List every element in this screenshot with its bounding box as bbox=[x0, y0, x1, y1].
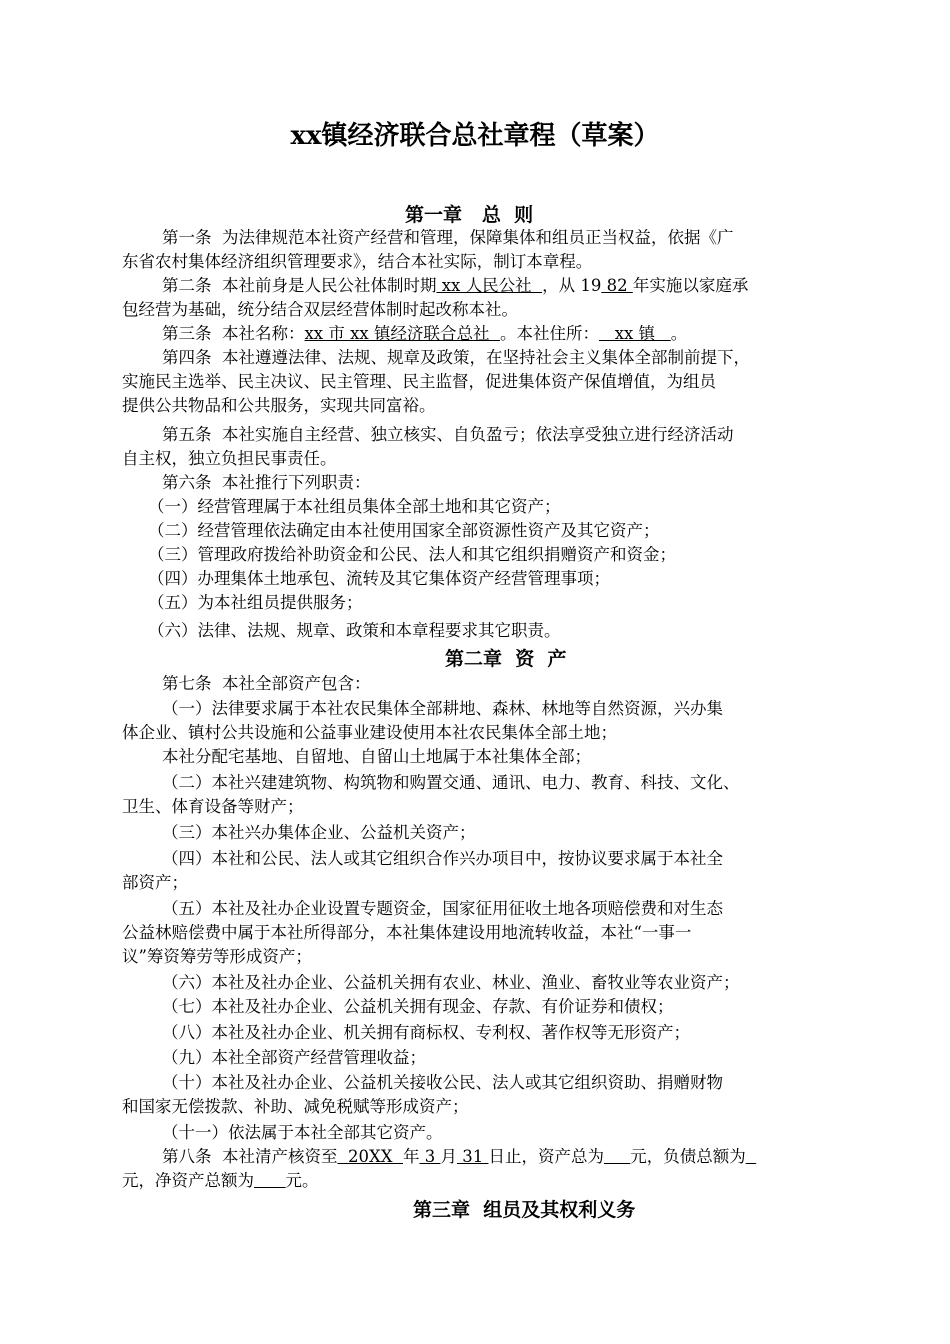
net-assets-blank bbox=[254, 1171, 285, 1190]
article-4-line-3: 提供公共物品和公共服务，实现共同富裕。 bbox=[122, 396, 436, 415]
article-6-item-2: （二）经营管理依法确定由本社使用国家全部资源性资产及其它资产； bbox=[148, 521, 660, 540]
article-7-item-10-line-1: （十）本社及社办企业、公益机关接收公民、法人或其它组织资助、捐赠财物 bbox=[162, 1073, 723, 1092]
article-7-line-1: 第七条 本社全部资产包含： bbox=[162, 674, 371, 693]
article-7-item-6: （六）本社及社办企业、公益机关拥有农业、林业、渔业、畜牧业等农业资产； bbox=[162, 973, 740, 992]
article-1-line-2: 东省农村集体经济组织管理要求》，结合本社实际，制订本章程。 bbox=[122, 252, 593, 271]
article-7-item-4-line-2: 部资产； bbox=[122, 873, 188, 892]
article-8-line-2: 元，净资产总额为 元。 bbox=[122, 1171, 319, 1190]
year-suffix: 82 bbox=[601, 276, 633, 295]
total-liabilities-blank bbox=[746, 1147, 757, 1166]
article-7-item-5-line-2: 公益林赔偿费中属于本社所得部分，本社集体建设用地流转收益，本社“一事一 bbox=[122, 923, 692, 942]
article-8-line-1: 第八条 本社清产核资至 20XX 年 3 月 31 日止，资产总为 元，负债总额为 bbox=[162, 1145, 756, 1169]
article-7-item-8: （八）本社及社办企业、机关拥有商标权、专利权、著作权等无形资产； bbox=[162, 1023, 690, 1042]
article-7-item-9: （九）本社全部资产经营管理收益； bbox=[162, 1048, 426, 1067]
article-7-item-11: （十一）依法属于本社全部其它资产。 bbox=[162, 1123, 443, 1142]
article-7-item-5-line-1: （五）本社及社办企业设置专题资金，国家征用征收土地各项赔偿费和对生态 bbox=[162, 899, 723, 918]
article-4-line-1: 第四条 本社遵遵法律、法规、规章及政策，在坚持社会主义集体全部制前提下， bbox=[162, 348, 750, 367]
article-1-line-1: 第一条 为法律规范本社资产经营和管理，保障集体和组员正当权益，依据《广 bbox=[162, 228, 734, 247]
audit-year: 20XX bbox=[337, 1147, 403, 1166]
article-2-line-1: 第二条 本社前身是人民公社体制时期 xx 人民公社 ，从 19 82 年实施以家庭承 bbox=[162, 276, 749, 295]
audit-month: 3 bbox=[419, 1147, 441, 1166]
total-assets-blank bbox=[604, 1147, 630, 1166]
article-6-line-1: 第六条 本社推行下列职责： bbox=[162, 473, 371, 492]
article-5-line-1: 第五条 本社实施自主经营、独立核实、自负盈亏；依法享受独立进行经济活动 bbox=[162, 425, 734, 444]
article-7-item-1-line-3: 本社分配宅基地、自留地、自留山土地属于本社集体全部； bbox=[162, 747, 591, 766]
article-7-item-1-line-1: （一）法律要求属于本社农民集体全部耕地、森林、林地等自然资源，兴办集 bbox=[162, 699, 723, 718]
article-6-item-4: （四）办理集体土地承包、流转及其它集体资产经营管理事项； bbox=[148, 569, 610, 588]
former-commune-name: xx 人民公社 bbox=[436, 276, 543, 295]
article-7-item-7: （七）本社及社办企业、公益机关拥有现金、存款、有价证券和债权； bbox=[162, 997, 674, 1016]
article-7-item-2-line-1: （二）本社兴建建筑物、构筑物和购置交通、通讯、电力、教育、科技、文化、 bbox=[162, 773, 740, 792]
article-6-item-5: （五）为本社组员提供服务； bbox=[148, 593, 363, 612]
article-7-item-10-line-2: 和国家无偿拨款、补助、减免税赋等形成资产； bbox=[122, 1097, 469, 1116]
chapter-1-heading: 第一章 总 则 bbox=[405, 204, 534, 226]
organization-name: xx 市 xx 镇经济联合总社 bbox=[304, 324, 500, 343]
article-7-item-5-line-3: 议”筹资筹劳等形成资产； bbox=[122, 947, 312, 966]
article-3-line-1: 第三条 本社名称：xx 市 xx 镇经济联合总社 。本社住所： xx 镇 。 bbox=[162, 324, 688, 343]
article-6-item-3: （三）管理政府拨给补助资金和公民、法人和其它组织捐赠资产和资金； bbox=[148, 545, 676, 564]
article-5-line-2: 自主权，独立负担民事责任。 bbox=[122, 449, 337, 468]
article-7-item-2-line-2: 卫生、体育设备等财产； bbox=[122, 797, 304, 816]
article-6-item-1: （一）经营管理属于本社组员集体全部土地和其它资产； bbox=[148, 497, 561, 516]
chapter-3-heading: 第三章 组员及其权利义务 bbox=[413, 1199, 636, 1221]
chapter-2-heading: 第二章 资 产 bbox=[445, 648, 567, 670]
organization-address: xx 镇 bbox=[598, 324, 671, 343]
article-7-item-4-line-1: （四）本社和公民、法人或其它组织合作兴办项目中，按协议要求属于本社全 bbox=[162, 849, 723, 868]
article-7-item-3: （三）本社兴办集体企业、公益机关资产； bbox=[162, 823, 476, 842]
article-2-line-2: 包经营为基础，统分结合双层经营体制时起改称本社。 bbox=[122, 300, 518, 319]
audit-day: 31 bbox=[456, 1147, 489, 1166]
document-title: xx镇经济联合总社章程（草案） bbox=[290, 121, 660, 151]
article-7-item-1-line-2: 体企业、镇村公共设施和公益事业建设使用本社农民集体全部土地； bbox=[122, 723, 617, 742]
article-4-line-2: 实施民主选举、民主决议、民主管理、民主监督，促进集体资产保值增值，为组员 bbox=[122, 372, 716, 391]
article-6-item-6: （六）法律、法规、规章、政策和本章程要求其它职责。 bbox=[148, 621, 561, 640]
